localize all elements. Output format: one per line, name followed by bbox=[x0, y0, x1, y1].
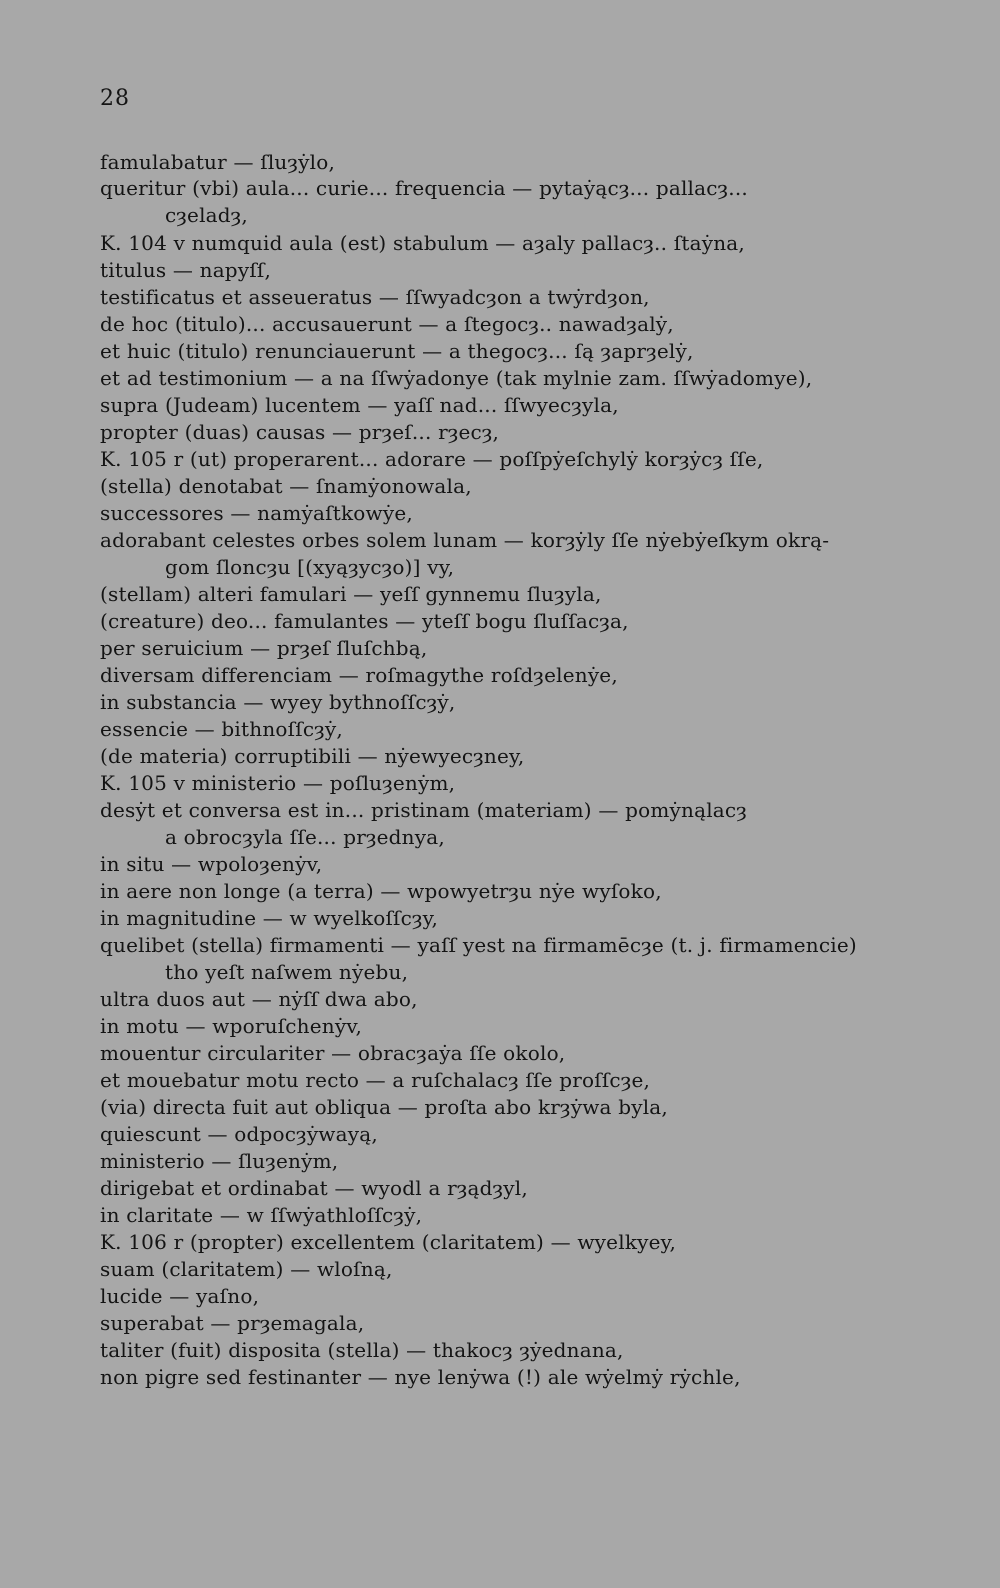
glossary-line: in motu — wporuſchenẏv, bbox=[100, 1014, 363, 1038]
glossary-line: in aere non longe (a terra) — wpowyetrȝu nẏe wyſoko, bbox=[100, 879, 662, 903]
glossary-line: (de materia) corruptibili — nẏewyecȝney, bbox=[100, 744, 525, 768]
glossary-line: superabat — prȝemagala, bbox=[100, 1311, 365, 1335]
glossary-line: de hoc (titulo)... accusauerunt — a ſtegocȝ.. nawadȝalẏ, bbox=[100, 312, 674, 336]
glossary-line: titulus — napyſſ, bbox=[100, 258, 272, 282]
glossary-line: taliter (fuit) disposita (stella) — thakocȝ ȝẏednana, bbox=[100, 1338, 624, 1362]
glossary-line: gom ſloncȝu [(xyąȝycȝo)] vy, bbox=[165, 555, 455, 579]
glossary-line: suam (claritatem) — wloſną, bbox=[100, 1257, 393, 1281]
glossary-line: in substancia — wyey bythnoſſcȝẏ, bbox=[100, 690, 456, 714]
glossary-line: quelibet (stella) firmamenti — yaſſ yest na firmamēcȝe (t. j. firmamencie) bbox=[100, 933, 857, 957]
glossary-line: K. 105 v ministerio — poſluȝenẏm, bbox=[100, 771, 456, 795]
glossary-line: dirigebat et ordinabat — wyodl a rȝądȝyl, bbox=[100, 1176, 528, 1200]
glossary-line: K. 106 r (propter) excellentem (claritatem) — wyelkyey, bbox=[100, 1230, 677, 1254]
glossary-line: lucide — yaſno, bbox=[100, 1284, 260, 1308]
glossary-line: non pigre sed festinanter — nye lenẏwa (!) ale wẏelmẏ rẏchle, bbox=[100, 1365, 741, 1389]
glossary-line: mouentur circulariter — obracȝaẏa ſſe okolo, bbox=[100, 1041, 566, 1065]
glossary-line: et ad testimonium — a na ſſwẏadonye (tak mylnie zam. ſſwẏadomye), bbox=[100, 366, 813, 390]
glossary-line: tho yeſt naſwem nẏebu, bbox=[165, 960, 409, 984]
glossary-line: in claritate — w ſſwẏathloſſcȝẏ, bbox=[100, 1203, 423, 1227]
glossary-line: (stellam) alteri famulari — yeſſ gynnemu ſluȝyla, bbox=[100, 582, 602, 606]
glossary-line: (via) directa fuit aut obliqua — proſta abo krȝẏwa byla, bbox=[100, 1095, 668, 1119]
glossary-line: et mouebatur motu recto — a ruſchalacȝ ſſe proſſcȝe, bbox=[100, 1068, 651, 1092]
page-number: 28 bbox=[100, 86, 130, 111]
glossary-line: supra (Judeam) lucentem — yaſſ nad... ſſwyecȝyla, bbox=[100, 393, 619, 417]
glossary-line: essencie — bithnoſſcȝẏ, bbox=[100, 717, 343, 741]
glossary-line: K. 105 r (ut) properarent... adorare — poſſpẏeſchylẏ korȝẏcȝ ſſe, bbox=[100, 447, 764, 471]
glossary-line: K. 104 v numquid aula (est) stabulum — aȝaly pallacȝ.. ſtaẏna, bbox=[100, 231, 745, 255]
glossary-line: (stella) denotabat — ſnamẏonowala, bbox=[100, 474, 472, 498]
glossary-line: per seruicium — prȝeſ ſluſchbą, bbox=[100, 636, 428, 660]
glossary-line: successores — namẏaſtkowẏe, bbox=[100, 501, 413, 525]
glossary-line: quiescunt — odpocȝẏwayą, bbox=[100, 1122, 378, 1146]
glossary-line: ultra duos aut — nẏſſ dwa abo, bbox=[100, 987, 418, 1011]
glossary-line: diversam differenciam — roſmagythe roſdȝelenẏe, bbox=[100, 663, 618, 687]
glossary-line: cȝeladȝ, bbox=[165, 203, 248, 227]
glossary-line: (creature) deo... famulantes — yteſſ bogu ſluſſacȝa, bbox=[100, 609, 629, 633]
glossary-line: a obrocȝyla ſſe... prȝednya, bbox=[165, 825, 445, 849]
glossary-line: adorabant celestes orbes solem lunam — korȝẏly ſſe nẏebẏeſkym okrą- bbox=[100, 528, 830, 552]
glossary-line: queritur (vbi) aula... curie... frequencia — pytaẏącȝ... pallacȝ... bbox=[100, 176, 748, 200]
glossary-line: desẏt et conversa est in... pristinam (materiam) — pomẏnąlacȝ bbox=[100, 798, 747, 822]
glossary-line: ministerio — ſluȝenẏm, bbox=[100, 1149, 339, 1173]
glossary-line: famulabatur — ſluȝẏlo, bbox=[100, 150, 336, 174]
glossary-line: et huic (titulo) renunciauerunt — a thegocȝ... ſą ȝaprȝelẏ, bbox=[100, 339, 694, 363]
glossary-line: propter (duas) causas — prȝeſ... rȝecȝ, bbox=[100, 420, 500, 444]
glossary-line: in situ — wpoloȝenẏv, bbox=[100, 852, 323, 876]
glossary-line: in magnitudine — w wyelkoſſcȝy, bbox=[100, 906, 439, 930]
glossary-line: testificatus et asseueratus — ſſwyadcȝon a twẏrdȝon, bbox=[100, 285, 650, 309]
